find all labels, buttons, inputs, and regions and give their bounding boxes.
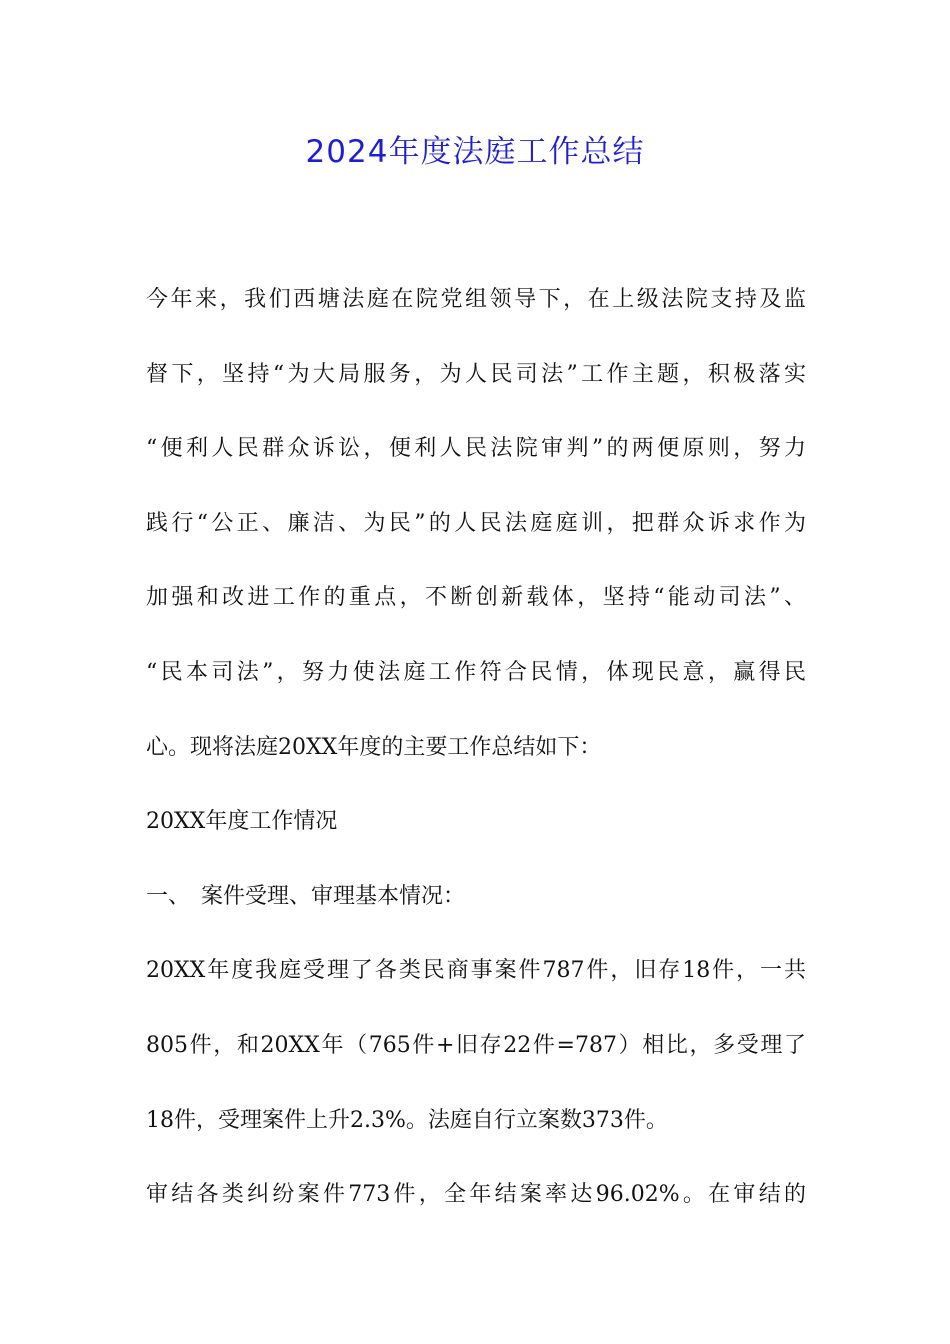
paragraph-line-7: 心。现将法庭20XX年度的主要工作总结如下： bbox=[146, 734, 602, 760]
paragraph-line-5: 加强和改进工作的重点，不断创新载体，坚持“能动司法”、 bbox=[146, 585, 806, 611]
paragraph-line-6: “民本司法”，努力使法庭工作符合民情，体现民意，赢得民 bbox=[146, 659, 806, 685]
paragraph-line-10: 20XX年度我庭受理了各类民商事案件787件，旧存18件，一共 bbox=[146, 958, 806, 984]
paragraph-line-11: 805件，和20XX年（765件+旧存22件=787）相比，多受理了 bbox=[146, 1032, 806, 1058]
paragraph-line-12: 18件，受理案件上升2.3%。法庭自行立案数373件。 bbox=[146, 1107, 668, 1133]
paragraph-line-4: 践行“公正、廉洁、为民”的人民法庭庭训，把群众诉求作为 bbox=[146, 510, 806, 536]
subsection-heading: 一、 案件受理、审理基本情况： bbox=[146, 883, 466, 909]
paragraph-line-1: 今年来，我们西塘法庭在院党组领导下，在上级法院支持及监 bbox=[146, 287, 806, 312]
paragraph-line-3: “便利人民群众诉讼，便利人民法院审判”的两便原则，努力 bbox=[146, 436, 806, 462]
document-body bbox=[146, 263, 806, 1233]
document-title: 2024年度法庭工作总结 bbox=[305, 134, 645, 170]
paragraph-line-13: 审结各类纠纷案件773件，全年结案率达96.02%。在审结的 bbox=[146, 1182, 806, 1208]
paragraph-line-2: 督下，坚持“为大局服务，为人民司法”工作主题，积极落实 bbox=[146, 361, 806, 387]
section-heading: 20XX年度工作情况 bbox=[146, 809, 338, 835]
